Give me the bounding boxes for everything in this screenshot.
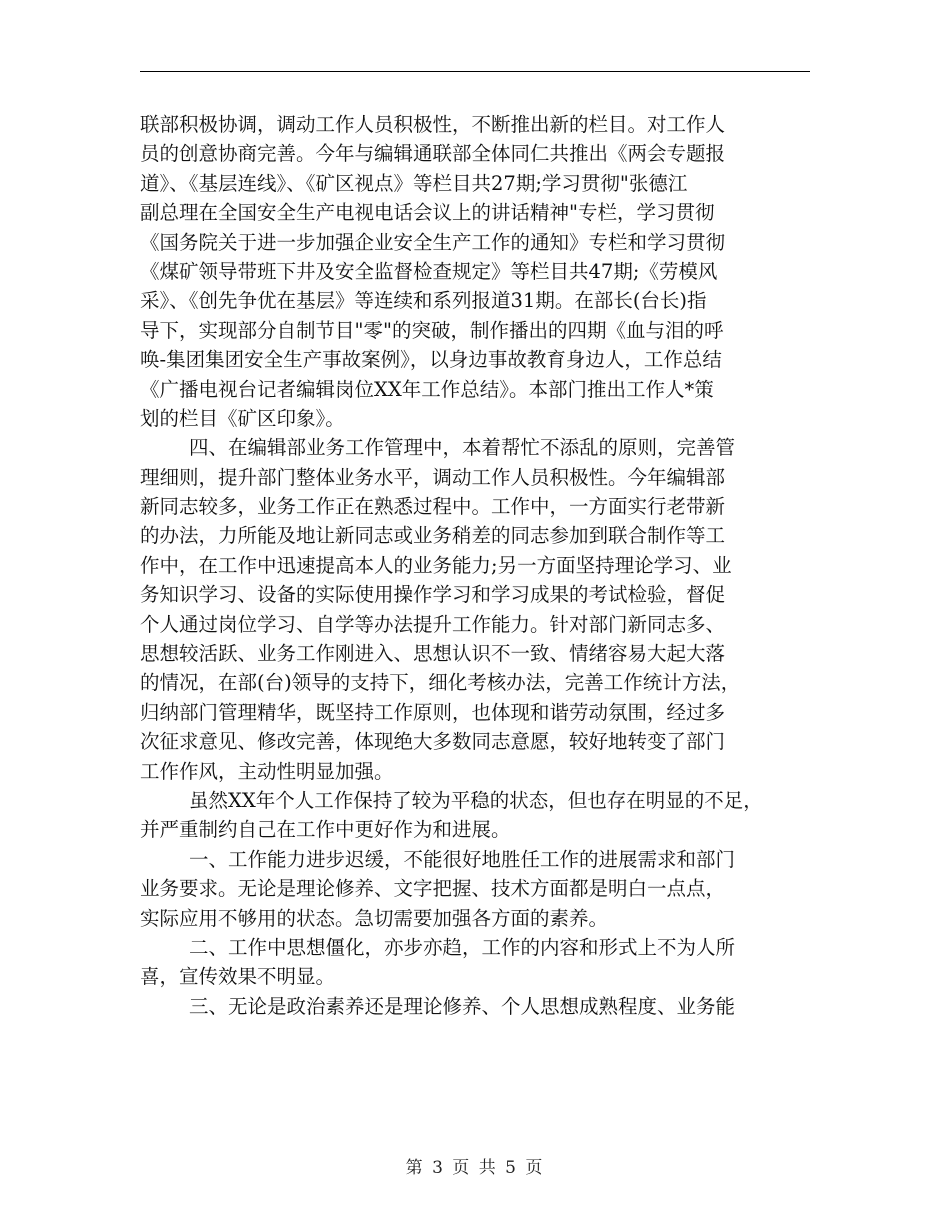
text-line: 作中，在工作中迅速提高本人的业务能力;另一方面坚持理论学习、业	[140, 553, 732, 577]
text-line: 次征求意见、修改完善，体现绝大多数同志意愿，较好地转变了部门	[140, 730, 726, 754]
text-line: 三、无论是政治素养还是理论修养、个人思想成熟程度、业务能	[189, 994, 736, 1018]
text-line: 理细则，提升部门整体业务水平，调动工作人员积极性。今年编辑部	[140, 465, 726, 489]
text-line: 虽然XX年个人工作保持了较为平稳的状态，但也存在明显的不足，	[189, 788, 763, 812]
text-line: 思想较活跃、业务工作刚进入、思想认识不一致、情绪容易大起大落	[140, 642, 726, 666]
text-line: 唤-集团集团安全生产事故案例》，以身边事故教育身边人，工作总结	[140, 348, 722, 372]
text-line: 工作作风，主动性明显加强。	[140, 759, 394, 783]
text-line: 务知识学习、设备的实际使用操作学习和学习成果的考试检验，督促	[140, 583, 726, 607]
text-line: 喜，宣传效果不明显。	[140, 965, 336, 989]
text-line: 采》、《创先争优在基层》等连续和系列报道31期。在部长(台长)指	[140, 289, 707, 313]
text-line: 员的创意协商完善。今年与编辑通联部全体同仁共推出《两会专题报	[140, 142, 726, 166]
text-line: 副总理在全国安全生产电视电话会议上的讲话精神"专栏，学习贯彻	[140, 201, 715, 225]
header-rule	[140, 71, 810, 72]
text-line: 并严重制约自己在工作中更好作为和进展。	[140, 818, 511, 842]
text-line: 个人通过岗位学习、自学等办法提升工作能力。针对部门新同志多、	[140, 612, 726, 636]
text-line: 实际应用不够用的状态。急切需要加强各方面的素养。	[140, 906, 609, 930]
text-line: 的办法，力所能及地让新同志或业务稍差的同志参加到联合制作等工	[140, 524, 726, 548]
text-line: 四、在编辑部业务工作管理中，本着帮忙不添乱的原则，完善管	[189, 436, 736, 460]
page-number-footer: 第 3 页 共 5 页	[405, 1158, 545, 1178]
text-line: 《广播电视台记者编辑岗位XX年工作总结》。本部门推出工作人*策	[140, 377, 714, 401]
text-line: 二、工作中思想僵化，亦步亦趋，工作的内容和形式上不为人所	[189, 935, 736, 959]
text-line: 道》、《基层连线》、《矿区视点》等栏目共27期;学习贯彻"张德江	[140, 171, 688, 195]
document-body	[140, 110, 810, 1021]
text-line: 一、工作能力进步迟缓，不能很好地胜任工作的进展需求和部门	[189, 847, 736, 871]
text-line: 业务要求。无论是理论修养、文字把握、技术方面都是明白一点点，	[140, 877, 726, 901]
text-line: 联部积极协调，调动工作人员积极性，不断推出新的栏目。对工作人	[140, 113, 726, 136]
text-line: 《煤矿领导带班下井及安全监督检查规定》等栏目共47期;《劳模风	[140, 259, 718, 283]
text-line: 新同志较多，业务工作正在熟悉过程中。工作中，一方面实行老带新	[140, 495, 726, 519]
text-line: 划的栏目《矿区印象》。	[140, 406, 345, 430]
text-line: 导下，实现部分自制节目"零"的突破，制作播出的四期《血与泪的呼	[140, 318, 724, 342]
text-line: 归纳部门管理精华，既坚持工作原则，也体现和谐劳动氛围，经过多	[140, 700, 726, 724]
text-line: 《国务院关于进一步加强企业安全生产工作的通知》专栏和学习贯彻	[140, 230, 726, 254]
text-line: 的情况，在部(台)领导的支持下，细化考核办法，完善工作统计方法，	[140, 671, 741, 695]
